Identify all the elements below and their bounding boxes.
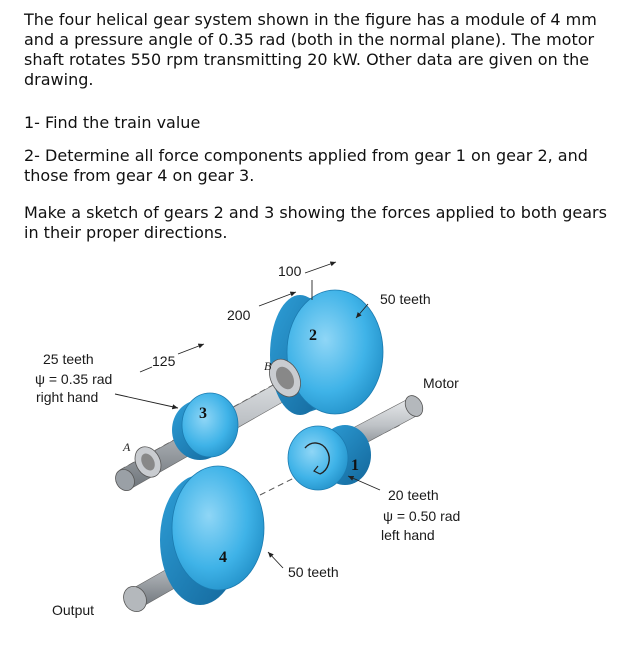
gear2-teeth-label: 50 teeth bbox=[380, 291, 431, 307]
gear3-teeth-label: 25 teeth bbox=[43, 351, 94, 367]
bearing-label-a: A bbox=[123, 440, 131, 454]
question-1: 1- Find the train value bbox=[24, 113, 201, 132]
gear3-helix-angle-label: ψ = 0.35 rad bbox=[35, 371, 113, 387]
gear-3 bbox=[172, 393, 238, 460]
gear4-teeth-label: 50 teeth bbox=[288, 564, 339, 580]
gear-number-1: 1 bbox=[351, 457, 359, 474]
gear1-hand-label: left hand bbox=[381, 527, 435, 543]
problem-statement: The four helical gear system shown in the figure has a module of 4 mm and a pressure angle of 0.35 rad (both in the normal plane). The motor shaft rotates 550 rpm transmitting 20 kW. Other data are given on the drawing. bbox=[24, 10, 597, 89]
gear-number-4: 4 bbox=[219, 549, 227, 566]
output-label: Output bbox=[52, 602, 95, 618]
gear-number-2: 2 bbox=[309, 327, 317, 344]
bearing-label-b: B bbox=[264, 359, 272, 373]
dimension-125: 125 bbox=[152, 353, 176, 369]
question-2: 2- Determine all force components applied from gear 1 on gear 2, and those from gear 4 on gear 3. bbox=[24, 146, 588, 185]
gear3-hand-label: right hand bbox=[36, 389, 99, 405]
gear-number-3: 3 bbox=[199, 405, 207, 422]
gear1-helix-angle-label: ψ = 0.50 rad bbox=[383, 508, 461, 524]
dimension-200: 200 bbox=[227, 307, 251, 323]
gear-4 bbox=[160, 466, 264, 605]
question-3: Make a sketch of gears 2 and 3 showing the forces applied to both gears in their proper directions. bbox=[24, 203, 607, 242]
motor-label: Motor bbox=[423, 375, 459, 391]
dimension-100: 100 bbox=[278, 263, 302, 279]
gear1-teeth-label: 20 teeth bbox=[388, 487, 439, 503]
